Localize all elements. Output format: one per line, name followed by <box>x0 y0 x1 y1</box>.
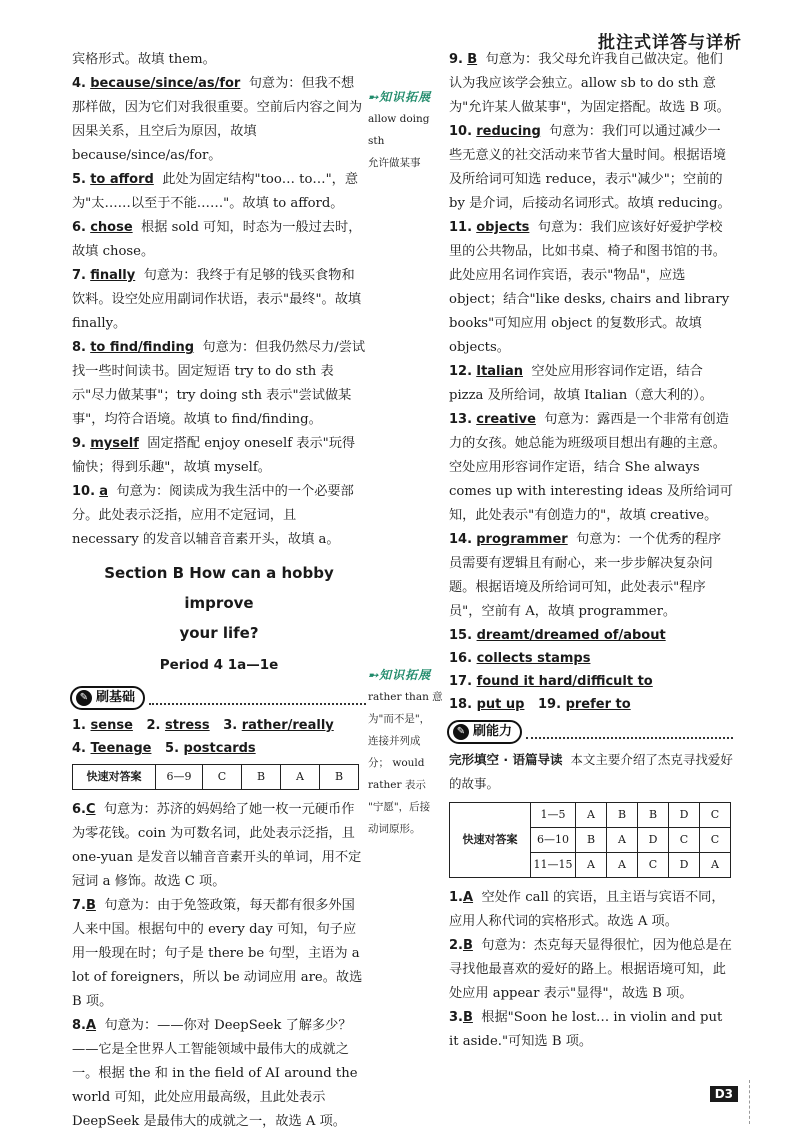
table-cell: A <box>607 828 638 853</box>
item-number: 5. <box>165 741 180 756</box>
table-cell: 6—10 <box>531 828 576 853</box>
right-column <box>449 48 733 1054</box>
page-number: D3 <box>710 1086 738 1102</box>
answer-item <box>72 798 366 894</box>
note-title-text: 知识拓展 <box>379 90 432 104</box>
cloze-intro-text: 本文主要介绍了杰克寻找爱好的故事。 <box>449 752 733 791</box>
note-line: 动词原形。 <box>368 823 421 835</box>
arrow-icon: ➸ <box>368 90 380 104</box>
item-text: 根据"Soon he lost… in violin and put it aside."可知选 B 项。 <box>449 1010 723 1049</box>
table-cell: B <box>638 803 669 828</box>
table-cell: D <box>669 853 700 878</box>
period-heading: Period 4 1a—1e <box>159 657 279 673</box>
item-answer: finally <box>90 268 136 283</box>
arrow-icon: ➸ <box>368 668 380 682</box>
answer-item <box>72 1014 366 1134</box>
answer-item <box>449 886 733 934</box>
item-answer: C <box>85 802 96 817</box>
basic-badge <box>70 686 145 710</box>
item-number: 7. <box>72 898 86 913</box>
item-answer: myself <box>90 436 139 451</box>
pen-icon: ✎ <box>76 690 92 706</box>
quick-answer-table-2 <box>449 802 731 878</box>
item-answer: collects stamps <box>476 651 591 666</box>
item-number: 1. <box>449 890 463 905</box>
table-cell: B <box>320 765 359 790</box>
item-text: 句意为：阅读成为我生活中的一个必要部分。此处表示泛指，应用不定冠词，且 necessary 的发音以辅音音素开头，故填 a。 <box>72 484 354 547</box>
item-number: 8. <box>72 1018 86 1033</box>
note-line: rather than 意 <box>368 691 443 703</box>
item-answer: A <box>85 1018 97 1033</box>
item-text: 空处作 call 的宾语，且主语与宾语不同，应用人称代词的宾格形式。故选 A 项。 <box>449 890 725 929</box>
item-text: 句意为：由于免签政策，每天都有很多外国人来中国。根据句中的 every day 可知，句子应用一般现在时；句子是 there be 句型，主语为 a lot of foreigners，所以 be 动词应用 are。故选 B 项。 <box>72 898 363 1009</box>
dotted-divider <box>526 726 733 739</box>
answer-item <box>72 432 366 480</box>
table-cell: C <box>700 828 731 853</box>
item-number: 4. <box>72 741 86 756</box>
item-number: 2. <box>449 938 463 953</box>
item-answer: postcards <box>183 741 256 756</box>
item-answer: A <box>462 890 474 905</box>
answer-item <box>449 120 733 216</box>
side-note-1 <box>368 86 446 174</box>
table-cell: A <box>607 853 638 878</box>
item-text: 句意为：苏济的妈妈给了她一枚一元硬币作为零花钱。coin 为可数名词，此处表示泛指，且 one-yuan 是发音以辅音音素开头的单词，用不定冠词 a 修饰。故选 C 项。 <box>72 802 362 889</box>
item-number: 8. <box>72 340 86 355</box>
item-text: 固定搭配 enjoy oneself 表示"玩得愉快；得到乐趣"，故填 myself。 <box>72 436 356 475</box>
item-answer: prefer to <box>565 697 631 712</box>
answer-item <box>449 624 733 647</box>
answer-item <box>72 168 366 216</box>
table-cell: A <box>281 765 320 790</box>
item-number: 19. <box>538 697 562 712</box>
item-answer: B <box>85 898 96 913</box>
note-line: 连接并列成 <box>368 735 421 747</box>
table-cell: D <box>669 803 700 828</box>
item-number: 13. <box>449 412 473 427</box>
table-cell: D <box>638 828 669 853</box>
quick-answer-table-1 <box>72 764 359 790</box>
pen-icon: ✎ <box>453 724 469 740</box>
item-number: 4. <box>72 76 86 91</box>
table-header: 快速对答案 <box>450 803 531 878</box>
note-title-text: 知识拓展 <box>379 668 432 682</box>
table-row <box>450 803 731 828</box>
item-answer: Teenage <box>90 741 152 756</box>
note-line: rather 表示 <box>368 779 426 791</box>
item-text: 句意为：但我不想那样做，因为它们对我很重要。空前后内容之间为因果关系，且空后为原因，故填 because/since/as/for。 <box>72 76 363 163</box>
item-answer: because/since/as/for <box>90 76 241 91</box>
section-title <box>72 558 366 648</box>
answer-item <box>72 264 366 336</box>
item-answer: B <box>467 52 478 67</box>
item-answer: stress <box>164 718 210 733</box>
page-header-title: 批注式详答与详析 <box>598 33 742 53</box>
item-number: 16. <box>449 651 473 666</box>
item-text: 宾格形式。故填 them。 <box>72 52 216 67</box>
table-cell: C <box>638 853 669 878</box>
table-header: 快速对答案 <box>73 765 156 790</box>
item-text: 此处为固定结构"too… to…"，意为"太……以至于不能……"。故填 to afford。 <box>72 172 359 211</box>
item-number: 10. <box>449 124 473 139</box>
item-text: 句意为：露西是一个非常有创造力的女孩。她总能为班级项目想出有趣的主意。空处应用形容词作定语，结合 She always comes up with interesting ideas 及所给词可知，此处表示"有创造力的"，故填 creative。 <box>449 412 733 523</box>
item-text: 句意为：我终于有足够的钱买食物和饮料。设空处应用副词作状语，表示"最终"。故填 finally。 <box>72 268 362 331</box>
item-answer: programmer <box>476 532 568 547</box>
item-number: 14. <box>449 532 473 547</box>
item-answer: dreamt/dreamed of/about <box>476 628 666 643</box>
item-answer: to afford <box>90 172 154 187</box>
item-text: 句意为：我们可以通过减少一些无意义的社交活动来节省大量时间。根据语境及所给词可知选 reduce，表示"减少"；空前的 by 是介词，后接动名词形式。故填 reducing。 <box>449 124 731 211</box>
answer-item <box>449 360 733 408</box>
item-answer: put up <box>476 697 525 712</box>
answer-item <box>72 894 366 1014</box>
answer-item <box>449 670 733 693</box>
item-number: 6. <box>72 220 86 235</box>
answer-item <box>72 216 366 264</box>
note-line: allow doing sth <box>368 113 430 147</box>
item-number: 18. <box>449 697 473 712</box>
table-row <box>73 765 359 790</box>
item-number: 15. <box>449 628 473 643</box>
left-column <box>72 48 366 1134</box>
item-text: 句意为：——你对 DeepSeek 了解多少？——它是全世界人工智能领域中最伟大的成就之一。根据 the 和 in the field of AI around the world 可知，此处应用最高级，且此处表示 DeepSeek 是最伟大的成就之一，故选 A 项。 <box>72 1018 358 1129</box>
answer-item <box>72 480 366 552</box>
item-number: 3. <box>223 718 238 733</box>
answer-item <box>449 1006 733 1054</box>
item-number: 6. <box>72 802 86 817</box>
item-answer: reducing <box>476 124 541 139</box>
item-number: 1. <box>72 718 86 733</box>
basic-answers-line2 <box>72 737 366 760</box>
answer-item <box>449 934 733 1006</box>
ability-badge <box>447 720 522 744</box>
note-line: 为"而不是"， <box>368 713 431 725</box>
table-cell: C <box>700 803 731 828</box>
answer-item <box>449 528 733 624</box>
item-number: 2. <box>146 718 161 733</box>
item-number: 7. <box>72 268 86 283</box>
answer-item <box>449 408 733 528</box>
item-answer: Italian <box>476 364 523 379</box>
ability-badge-label: 刷能力 <box>473 724 513 739</box>
item-number: 10. <box>72 484 96 499</box>
table-cell: C <box>203 765 242 790</box>
item-answer: chose <box>90 220 133 235</box>
item-text: 空处应用形容词作定语，结合 pizza 及所给词，故填 Italian（意大利的）。 <box>449 364 713 403</box>
table-cell: 1—5 <box>531 803 576 828</box>
item-answer: to find/finding <box>90 340 195 355</box>
side-note-2 <box>368 664 446 840</box>
table-cell: 11—15 <box>531 853 576 878</box>
table-cell: C <box>669 828 700 853</box>
answer-item <box>72 72 366 168</box>
dotted-divider <box>149 692 366 705</box>
item-text: 句意为：杰克每天显得很忙，因为他总是在寻找他最喜欢的爱好的路上。根据语境可知，此处应用 appear 表示"显得"，故选 B 项。 <box>449 938 732 1001</box>
item-text: 根据 sold 可知，时态为一般过去时，故填 chose。 <box>72 220 362 259</box>
item-answer: creative <box>476 412 536 427</box>
item-answer: B <box>462 1010 473 1025</box>
item-number: 9. <box>72 436 86 451</box>
table-cell: A <box>700 853 731 878</box>
item-number: 3. <box>449 1010 463 1025</box>
table-cell: 6—9 <box>156 765 203 790</box>
cloze-intro <box>449 748 733 796</box>
item-answer: objects <box>476 220 530 235</box>
item-number: 12. <box>449 364 473 379</box>
answer-item <box>449 48 733 120</box>
note-line: 分； would <box>368 757 425 769</box>
note-line: "宁愿"，后接 <box>368 801 431 813</box>
item-answer: rather/really <box>241 718 334 733</box>
answer-item <box>449 216 733 360</box>
item-text: 句意为：但我仍然尽力/尝试找一些时间读书。固定短语 try to do sth 表示"尽力做某事"；try doing sth 表示"尝试做某事"，均符合语境。故填 to find/finding。 <box>72 340 366 427</box>
section-title-line1: Section B How can a hobby improve <box>104 564 334 612</box>
answer-item <box>72 48 366 72</box>
item-text: 句意为：我们应该好好爱护学校里的公共物品，比如书桌、椅子和图书馆的书。此处应用名词作宾语，表示"物品"，应选 object；结合"like desks, chairs and library books"可知应用 object 的复数形式。故填 objects。 <box>449 220 730 355</box>
answer-item <box>449 693 733 716</box>
item-answer: sense <box>90 718 133 733</box>
basic-badge-label: 刷基础 <box>96 690 136 705</box>
basic-answers-line1 <box>72 714 366 737</box>
item-answer: B <box>462 938 473 953</box>
note-title <box>368 86 446 108</box>
section-title-line2: your life? <box>179 624 259 642</box>
table-cell: A <box>576 853 607 878</box>
note-line: 允许做某事 <box>368 157 421 169</box>
cloze-intro-label: 完形填空 · 语篇导读 <box>449 752 563 767</box>
table-cell: B <box>242 765 281 790</box>
note-title <box>368 664 446 686</box>
item-answer: found it hard/difficult to <box>476 674 653 689</box>
ability-banner <box>447 720 733 744</box>
table-cell: A <box>576 803 607 828</box>
basic-banner <box>70 686 366 710</box>
item-number: 5. <box>72 172 86 187</box>
item-number: 11. <box>449 220 473 235</box>
item-answer: a <box>99 484 109 499</box>
item-number: 9. <box>449 52 463 67</box>
item-text: 句意为：一个优秀的程序员需要有逻辑且有耐心，来一步步解决复杂问题。根据语境及所给词可知，此处表示"程序员"，空前有 A，故填 programmer。 <box>449 532 722 619</box>
table-cell: B <box>607 803 638 828</box>
item-number: 17. <box>449 674 473 689</box>
answer-item <box>449 647 733 670</box>
item-text: 句意为：我父母允许我自己做决定。他们认为我应该学会独立。allow sb to do sth 意为"允许某人做某事"，为固定搭配。故选 B 项。 <box>449 52 730 115</box>
answer-item <box>72 336 366 432</box>
table-cell: B <box>576 828 607 853</box>
page-edge-mark <box>749 1080 752 1124</box>
